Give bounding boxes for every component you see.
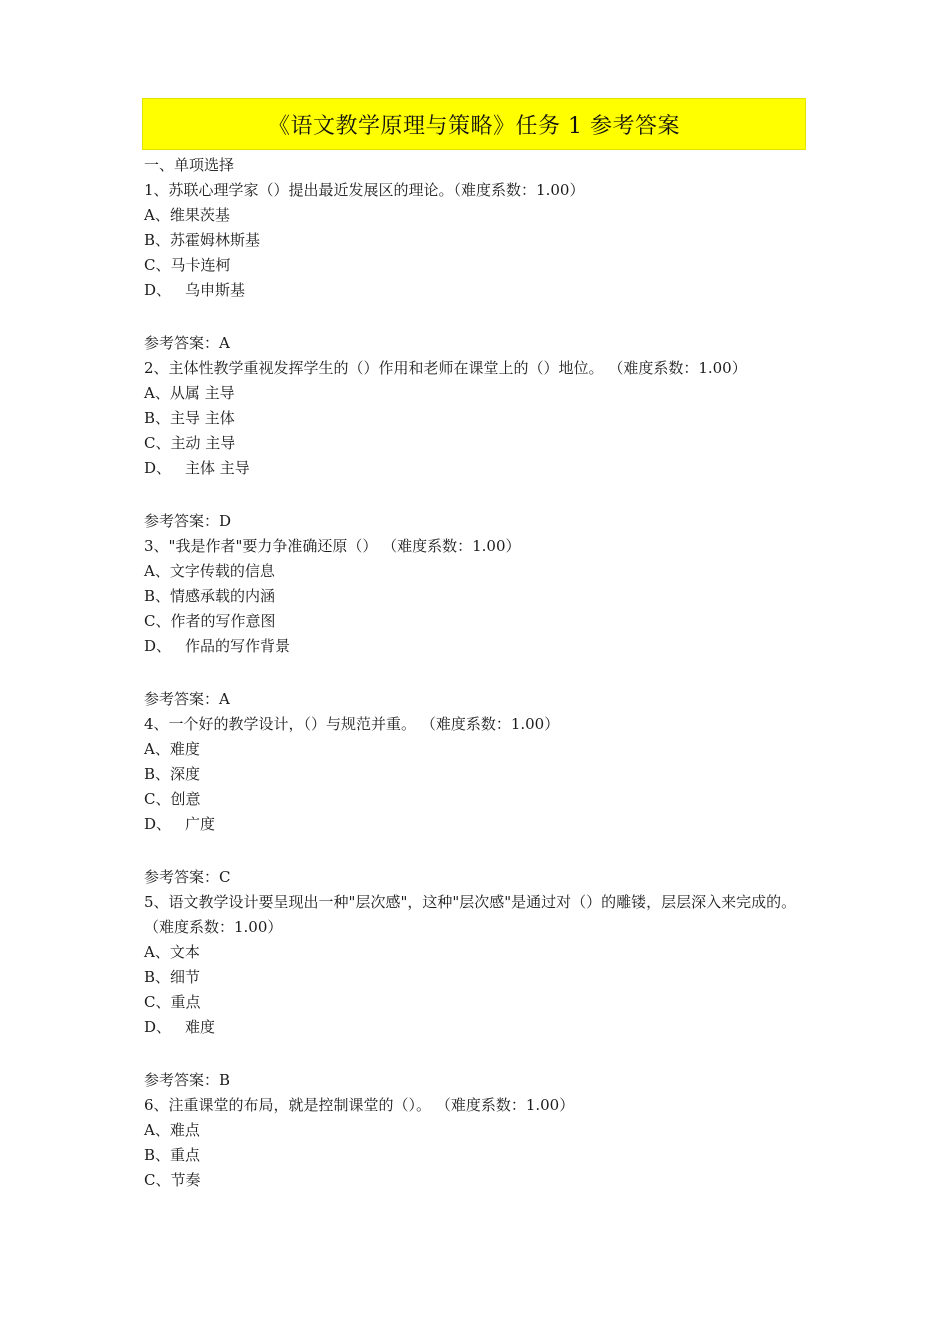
- answer-line: [144, 865, 808, 890]
- option-d-label: D、: [144, 1018, 172, 1036]
- option-d-text: 难度: [185, 1018, 216, 1036]
- option-b: B、重点: [144, 1146, 201, 1164]
- question-block: [144, 890, 808, 1093]
- option-c: C、重点: [144, 993, 201, 1011]
- option-d: [144, 812, 808, 837]
- title-banner: [142, 98, 806, 150]
- option-a: A、文本: [144, 943, 200, 961]
- answer-line: [144, 1068, 808, 1093]
- question-text: 4、一个好的教学设计，（）与规范并重。 （难度系数：1.00）: [144, 715, 560, 733]
- question-block: [144, 1093, 808, 1193]
- answer-line: [144, 509, 808, 534]
- option-d: [144, 634, 808, 659]
- option-d-text: 作品的写作背景: [185, 637, 291, 655]
- question-block: [144, 534, 808, 712]
- answer-line: [144, 687, 808, 712]
- option-d-label: D、: [144, 281, 172, 299]
- option-d-label: D、: [144, 459, 172, 477]
- answer-label: 参考答案：: [144, 512, 220, 530]
- question-text: 2、主体性教学重视发挥学生的（）作用和老师在课堂上的（）地位。 （难度系数：1.00）: [144, 359, 747, 377]
- answer-value: A: [219, 690, 230, 708]
- option-b: B、深度: [144, 765, 201, 783]
- option-a: A、维果茨基: [144, 206, 230, 224]
- option-d-text: 主体 主导: [185, 459, 250, 477]
- option-d-text: 乌申斯基: [185, 281, 246, 299]
- question-text: 6、注重课堂的布局，就是控制课堂的（）。 （难度系数：1.00）: [144, 1096, 575, 1114]
- document-title: 《语文教学原理与策略》任务 1 参考答案: [268, 113, 680, 139]
- option-d-label: D、: [144, 815, 172, 833]
- answer-value: C: [219, 868, 231, 886]
- option-d: [144, 1015, 808, 1040]
- option-b: B、主导 主体: [144, 409, 235, 427]
- section-heading: 一、单项选择: [144, 156, 235, 174]
- question-block: [144, 178, 808, 356]
- question-block: [144, 356, 808, 534]
- answer-value: B: [219, 1071, 231, 1089]
- option-d-label: D、: [144, 637, 172, 655]
- option-c: C、创意: [144, 790, 201, 808]
- option-d: [144, 456, 808, 481]
- option-c: C、作者的写作意图: [144, 612, 276, 630]
- option-d-text: 广度: [185, 815, 216, 833]
- document-body: [144, 153, 808, 1193]
- option-a: A、难点: [144, 1121, 200, 1139]
- option-b: B、细节: [144, 968, 201, 986]
- answer-value: D: [219, 512, 232, 530]
- option-d: [144, 278, 808, 303]
- question-text: 5、语文教学设计要呈现出一种"层次感"，这种"层次感"是通过对（）的雕镂，层层深入来完成的。（难度系数：1.00）: [144, 893, 797, 936]
- question-text: 1、苏联心理学家（）提出最近发展区的理论。（难度系数：1.00）: [144, 181, 585, 199]
- answer-line: [144, 331, 808, 356]
- answer-label: 参考答案：: [144, 1071, 220, 1089]
- option-b: B、情感承载的内涵: [144, 587, 276, 605]
- option-b: B、苏霍姆林斯基: [144, 231, 261, 249]
- option-c: C、主动 主导: [144, 434, 236, 452]
- option-a: A、从属 主导: [144, 384, 235, 402]
- option-a: A、难度: [144, 740, 200, 758]
- option-c: C、马卡连柯: [144, 256, 231, 274]
- question-text: 3、"我是作者"要力争准确还原（） （难度系数：1.00）: [144, 537, 521, 555]
- answer-label: 参考答案：: [144, 868, 220, 886]
- answer-label: 参考答案：: [144, 334, 220, 352]
- answer-value: A: [219, 334, 230, 352]
- answer-label: 参考答案：: [144, 690, 220, 708]
- question-block: [144, 712, 808, 890]
- option-c: C、节奏: [144, 1171, 201, 1189]
- option-a: A、文字传载的信息: [144, 562, 275, 580]
